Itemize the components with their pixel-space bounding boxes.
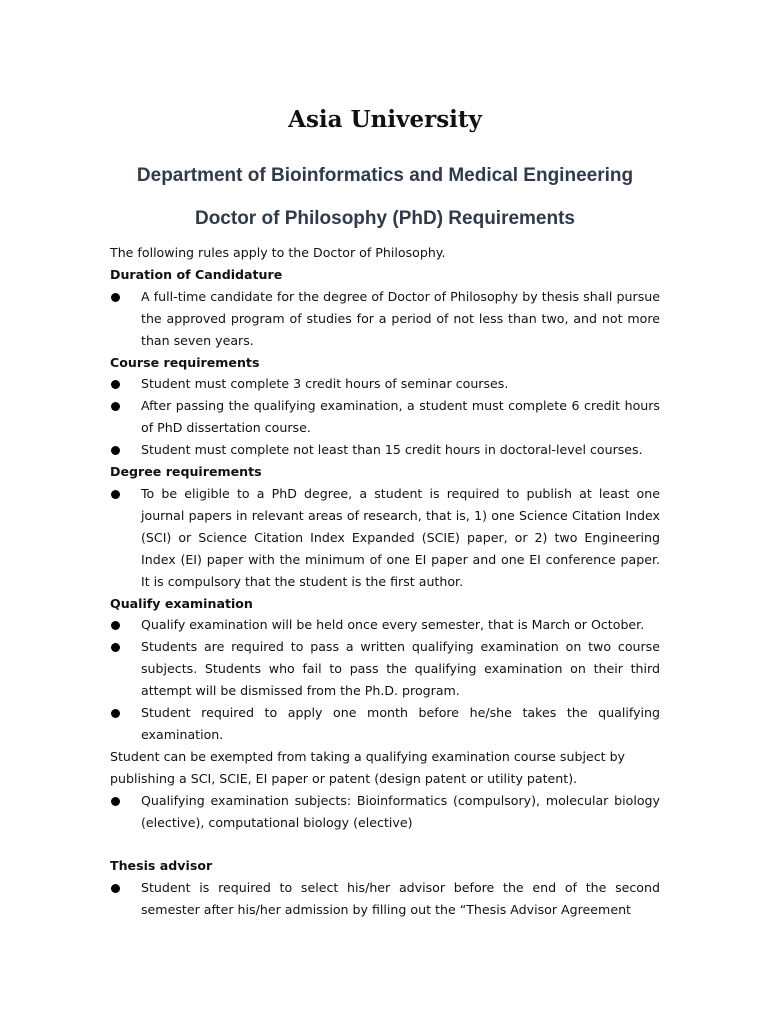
bullet-icon: [111, 380, 120, 389]
bullet-text: To be eligible to a PhD degree, a student is required to publish at least one journal papers in relevant areas of research, that is, 1) one Science Citation Index (SCI) or Science Citation Index Expanded (SCIE) paper, or 2) two Engineering Index (EI) paper with the minimum of one EI paper and one EI conference paper. It is compulsory that the student is the first author.: [141, 485, 660, 589]
bullet-text: Qualify examination will be held once every semester, that is March or October.: [141, 617, 645, 633]
department-title: Department of Bioinformatics and Medical Engineering: [136, 165, 634, 186]
section-heading-qualify: Qualify examination: [110, 595, 253, 611]
list-item: [110, 614, 660, 636]
list-item: [110, 483, 660, 593]
bullet-text: Students are required to pass a written qualifying examination on two course subjects. Students who fail to pass the qualifying examination on their third attempt will be dismissed from the Ph.D. program.: [141, 639, 660, 699]
bullet-icon: [111, 293, 120, 302]
bullet-text: Student is required to select his/her advisor before the end of the second semester after his/her admission by filling out the “Thesis Advisor Agreement: [141, 880, 660, 918]
bullet-icon: [111, 446, 120, 455]
paragraph-spacer: [110, 833, 660, 855]
list-item: [110, 439, 660, 461]
document-body: [110, 242, 660, 921]
bullet-icon: [111, 884, 120, 893]
bullet-icon: [111, 490, 120, 499]
list-item: [110, 373, 660, 395]
bullet-text: Qualifying examination subjects: Bioinformatics (compulsory), molecular biology (elective), computational biology (elective): [141, 792, 660, 830]
section-heading-duration: Duration of Candidature: [110, 266, 283, 282]
bullet-text: A full-time candidate for the degree of Doctor of Philosophy by thesis shall pursue the approved program of studies for a period of not less than two, and not more than seven years.: [141, 288, 660, 348]
list-item: [110, 286, 660, 352]
bullet-text: Student must complete 3 credit hours of seminar courses.: [141, 376, 509, 392]
bullet-icon: [111, 621, 120, 630]
list-item: [110, 702, 660, 746]
requirements-title: Doctor of Philosophy (PhD) Requirements: [194, 208, 576, 229]
bullet-text: Student must complete not least than 15 credit hours in doctoral-level courses.: [141, 442, 643, 458]
bullet-icon: [111, 797, 120, 806]
bullet-icon: [111, 709, 120, 718]
list-item: [110, 395, 660, 439]
bullet-icon: [111, 643, 120, 652]
exemption-note: Student can be exempted from taking a qualifying examination course subject by publishing a SCI, SCIE, EI paper or patent (design patent or utility patent).: [110, 748, 626, 786]
intro-text: The following rules apply to the Doctor of Philosophy.: [110, 245, 446, 260]
list-item: [110, 636, 660, 702]
list-item: [110, 790, 660, 834]
list-item: [110, 877, 660, 921]
section-heading-course: Course requirements: [110, 354, 260, 370]
section-heading-degree: Degree requirements: [110, 464, 262, 480]
bullet-icon: [111, 402, 120, 411]
section-heading-advisor: Thesis advisor: [110, 858, 213, 874]
bullet-text: Student required to apply one month before he/she takes the qualifying examination.: [141, 705, 660, 742]
university-title: Asia University: [288, 106, 482, 133]
bullet-text: After passing the qualifying examination, a student must complete 6 credit hours of PhD dissertation course.: [141, 398, 660, 436]
